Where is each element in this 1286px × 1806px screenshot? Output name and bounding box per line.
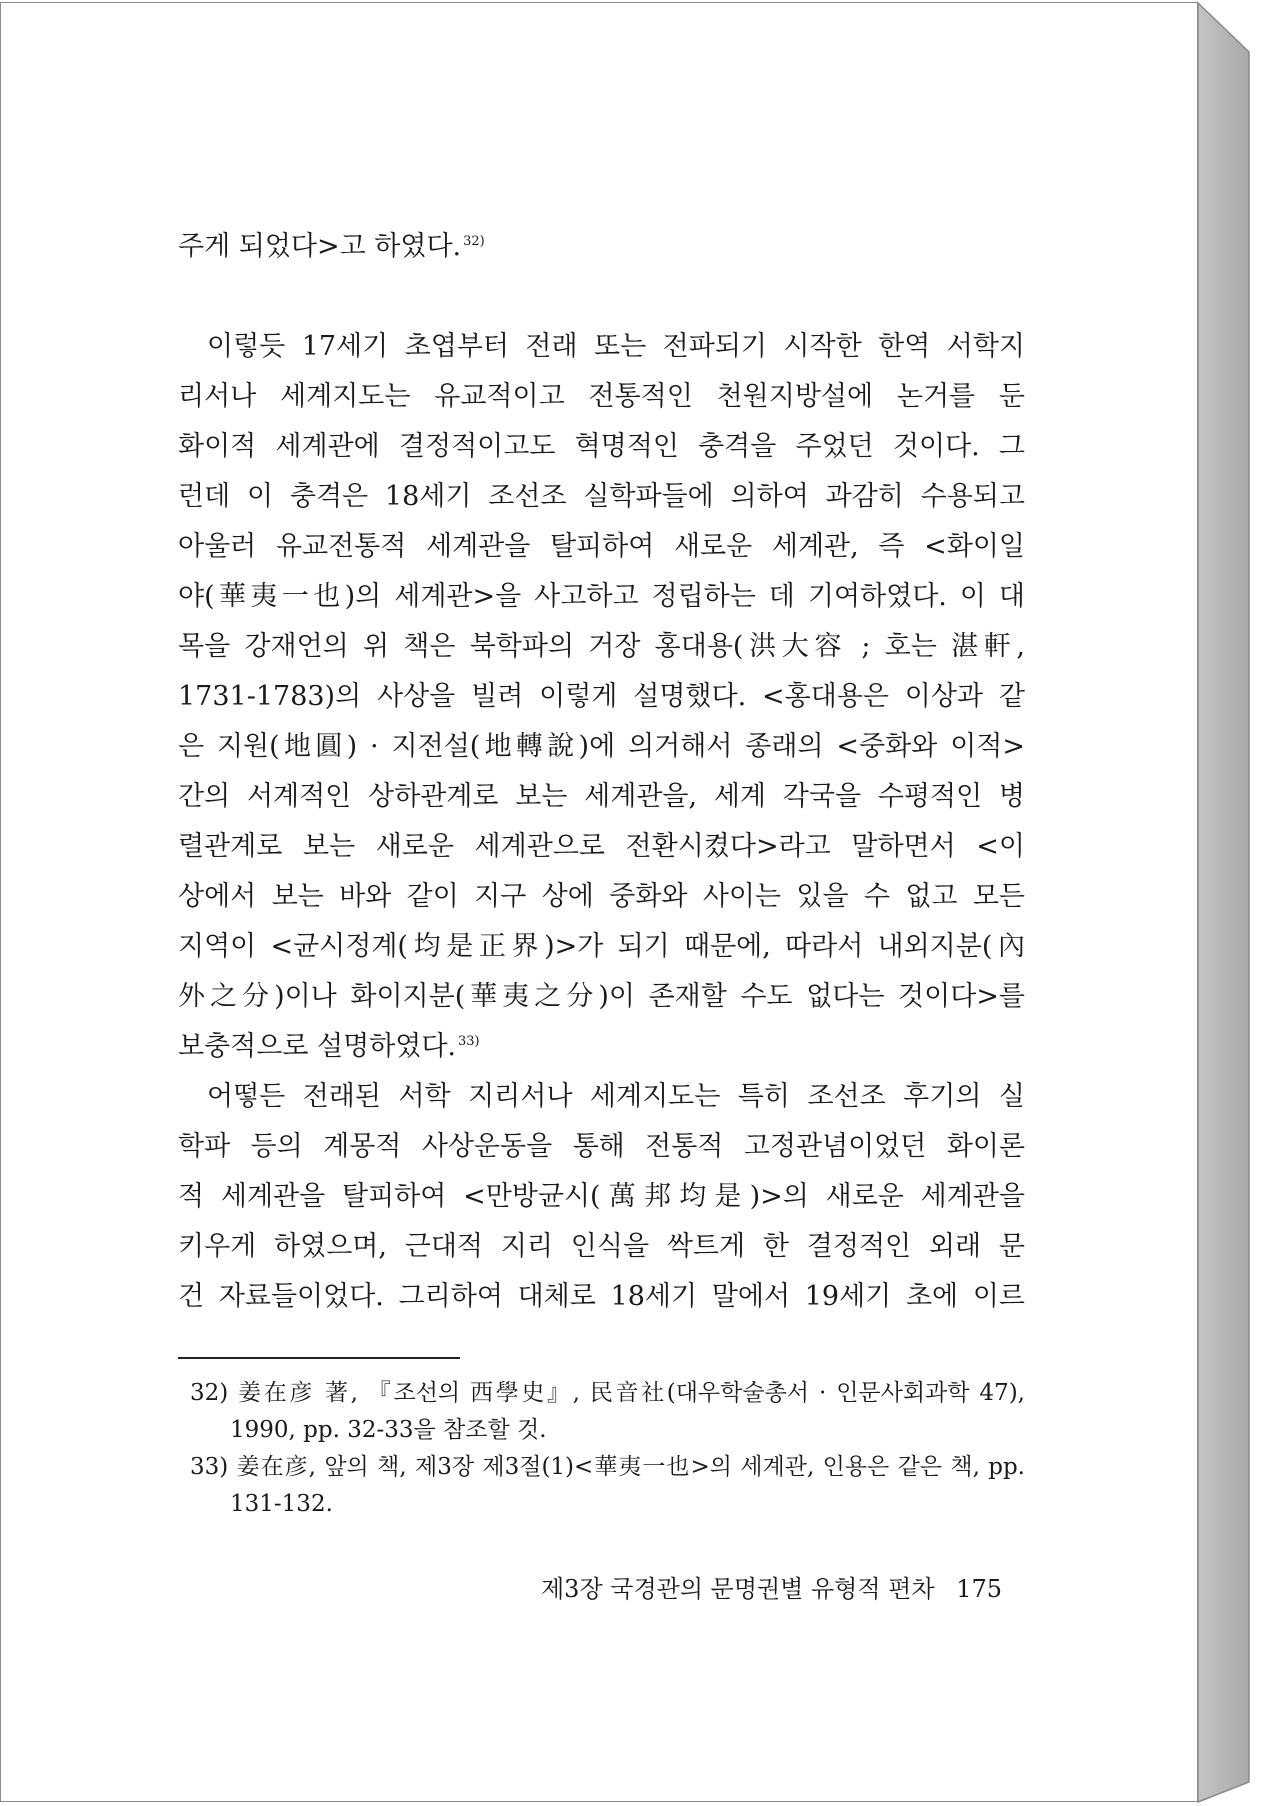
- body-line: 렬관계로 보는 새로운 세계관으로 전환시켰다>라고 말하면서 <이: [178, 831, 1025, 862]
- body-line: 건 자료들이었다. 그리하여 대체로 18세기 말에서 19세기 초에 이르: [178, 1281, 1025, 1312]
- paragraph-gap: [178, 272, 1025, 322]
- body-line: 어떻든 전래된 서학 지리서나 세계지도는 특히 조선조 후기의 실: [207, 1081, 1025, 1112]
- running-footer: [541, 1569, 1002, 1609]
- footnote-divider: [178, 1357, 460, 1359]
- body-line: 1731-1783)의 사상을 빌려 이렇게 설명했다. <홍대용은 이상과 같: [178, 681, 1025, 712]
- footnote-32-line: 32) 姜在彦 著, 『조선의 西學史』, 民音社(대우학술총서 · 인문사회과학 47),: [190, 1380, 1025, 1406]
- footnote-ref-32: 32): [463, 234, 485, 249]
- body-line: 화이적 세계관에 결정적이고도 혁명적인 충격을 주었던 것이다. 그: [178, 431, 1025, 462]
- body-line: 아울러 유교전통적 세계관을 탈피하여 새로운 세계관, 즉 <화이일: [178, 531, 1025, 562]
- body-line: 목을 강재언의 위 책은 북학파의 거장 홍대용(洪大容 ; 호는 湛軒,: [178, 631, 1025, 662]
- footnotes: [190, 1375, 1025, 1523]
- body-line: 간의 서계적인 상하관계로 보는 세계관을, 세계 각국을 수평적인 병: [178, 781, 1025, 812]
- body-line: 런데 이 충격은 18세기 조선조 실학파들에 의하여 과감히 수용되고: [178, 481, 1025, 512]
- footnote-33-continuation: 131-132.: [230, 1491, 333, 1517]
- body-line: 리서나 세계지도는 유교적이고 전통적인 천원지방설에 논거를 둔: [178, 381, 1025, 412]
- body-line: 야(華夷一也)의 세계관>을 사고하고 정립하는 데 기여하였다. 이 대: [178, 581, 1025, 612]
- body-line-text: 보충적으로 설명하였다.: [178, 1031, 456, 1062]
- footnote-32-continuation: 1990, pp. 32-33을 참조할 것.: [230, 1417, 547, 1443]
- body-line: 학파 등의 계몽적 사상운동을 통해 전통적 고정관념이었던 화이론: [178, 1131, 1025, 1162]
- chapter-title: 제3장 국경관의 문명권별 유형적 편차: [541, 1575, 935, 1603]
- body-line: 지역이 <균시정계(均是正界)>가 되기 때문에, 따라서 내외지분(內: [178, 931, 1025, 962]
- opening-line-text: 주게 되었다>고 하였다.: [178, 231, 462, 262]
- body-line: 키우게 하였으며, 근대적 지리 인식을 싹트게 한 결정적인 외래 문: [178, 1231, 1025, 1262]
- footnote-33-line: 33) 姜在彦, 앞의 책, 제3장 제3절(1)<華夷一也>의 세계관, 인용은 같은 책, pp.: [190, 1454, 1025, 1480]
- body-line: 이렇듯 17세기 초엽부터 전래 또는 전파되기 시작한 한역 서학지: [207, 331, 1025, 362]
- body-line: 은 지원(地圓) · 지전설(地轉說)에 의거해서 종래의 <중화와 이적>: [178, 731, 1025, 762]
- opening-line: [178, 222, 1025, 272]
- page-edge-wedge: [1198, 3, 1249, 1802]
- body-line-final: [178, 1022, 1025, 1072]
- footnote-ref-33: 33): [458, 1034, 480, 1049]
- page-number: 175: [956, 1575, 1002, 1603]
- body-line: 外之分)이나 화이지분(華夷之分)이 존재할 수도 없다는 것이다>를: [178, 981, 1025, 1012]
- body-line: 적 세계관을 탈피하여 <만방균시(萬邦均是)>의 새로운 세계관을: [178, 1181, 1025, 1212]
- body-text: [178, 222, 1025, 1322]
- body-line: 상에서 보는 바와 같이 지구 상에 중화와 사이는 있을 수 없고 모든: [178, 881, 1025, 912]
